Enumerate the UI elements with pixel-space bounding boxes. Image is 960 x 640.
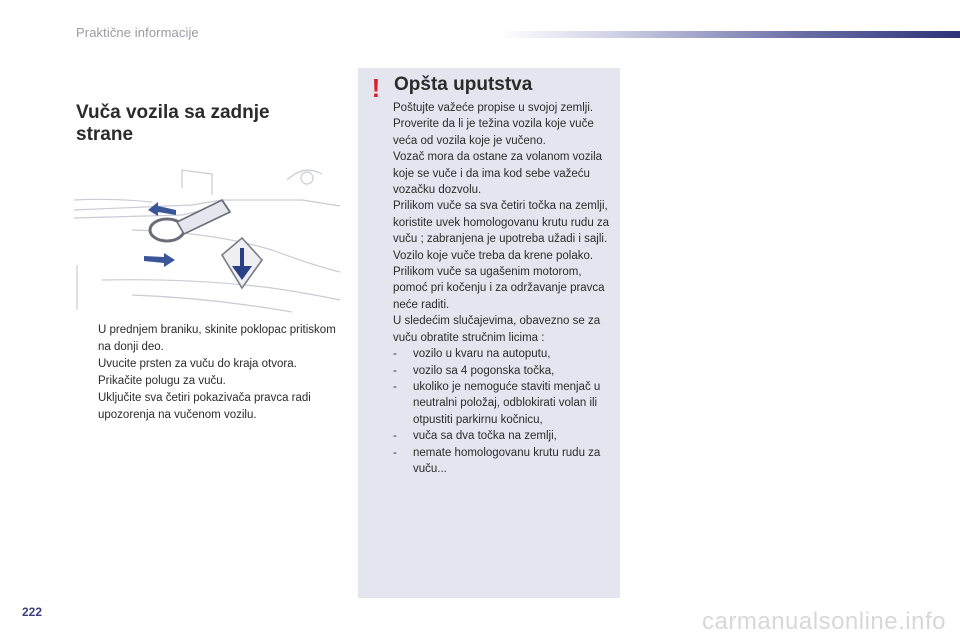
steps-list xyxy=(80,322,340,424)
list-item: - ukoliko je nemoguće staviti menjač u neutralni položaj, odblokirati volan ili otpustiti parkirnu kočnicu, xyxy=(393,380,601,426)
paragraph: Proverite da li je težina vozila koje vuče veća od vozila koje je vučeno. xyxy=(393,118,594,147)
header-title: Praktične informacije xyxy=(76,25,199,40)
arrow-icon xyxy=(144,253,175,267)
list-item: - vozilo sa 4 pogonska točka, xyxy=(393,363,615,379)
dash-marker: - xyxy=(393,430,397,443)
list-item: - vuča sa dva točka na zemlji, xyxy=(393,428,615,444)
panel-title: Opšta uputstva xyxy=(394,74,533,95)
warning-icon: ! xyxy=(371,73,381,103)
tow-hook-illustration xyxy=(72,160,342,320)
list-item: - vozilo u kvaru na autoputu, xyxy=(393,346,615,362)
list-item: Uključite sva četiri pokazivača pravca radi upozorenja na vučenom vozilu. xyxy=(98,392,311,421)
paragraph: Vozilo koje vuče treba da krene polako. xyxy=(393,249,594,262)
paragraph: Vozač mora da ostane za volanom vozila koje se vuče i da ima kod sebe važeću vozačku dozvolu. xyxy=(393,151,603,197)
paragraph: Prilikom vuče sa sva četiri točka na zemlji, koristite uvek homologovanu krutu rudu za vuču ; zabranjena je upotreba užadi i sajli. xyxy=(393,200,610,246)
page-number: 222 xyxy=(22,605,43,619)
cases-list xyxy=(393,346,615,477)
dash-marker: - xyxy=(393,348,397,361)
header-bar xyxy=(500,31,960,38)
dash-marker: - xyxy=(393,446,397,459)
watermark: carmanualsonline.info xyxy=(702,608,946,635)
paragraph: U sledećim slučajevima, obavezno se za vuču obratite stručnim licima : xyxy=(393,315,601,344)
list-item: U prednjem braniku, skinite poklopac pritiskom na donji deo. xyxy=(98,324,336,353)
paragraph: Prilikom vuče sa ugašenim motorom, pomoć pri kočenju i za održavanje pravca neće raditi. xyxy=(393,266,605,311)
list-item: Prikačite polugu za vuču. xyxy=(98,375,226,387)
dash-marker: - xyxy=(393,364,397,377)
section-title: Vuča vozila sa zadnje strane xyxy=(76,102,270,145)
reference-circle xyxy=(301,172,313,184)
arrow-icon xyxy=(148,202,176,216)
list-item: Uvucite prsten za vuču do kraja otvora. xyxy=(98,358,297,370)
paragraph: Poštujte važeće propise u svojoj zemlji. xyxy=(393,102,594,114)
guidelines-panel xyxy=(358,68,620,598)
bumper-outline xyxy=(74,170,340,312)
panel-body xyxy=(393,100,615,477)
dash-marker: - xyxy=(393,380,397,393)
list-item: - nemate homologovanu krutu rudu za vuču... xyxy=(393,446,601,475)
